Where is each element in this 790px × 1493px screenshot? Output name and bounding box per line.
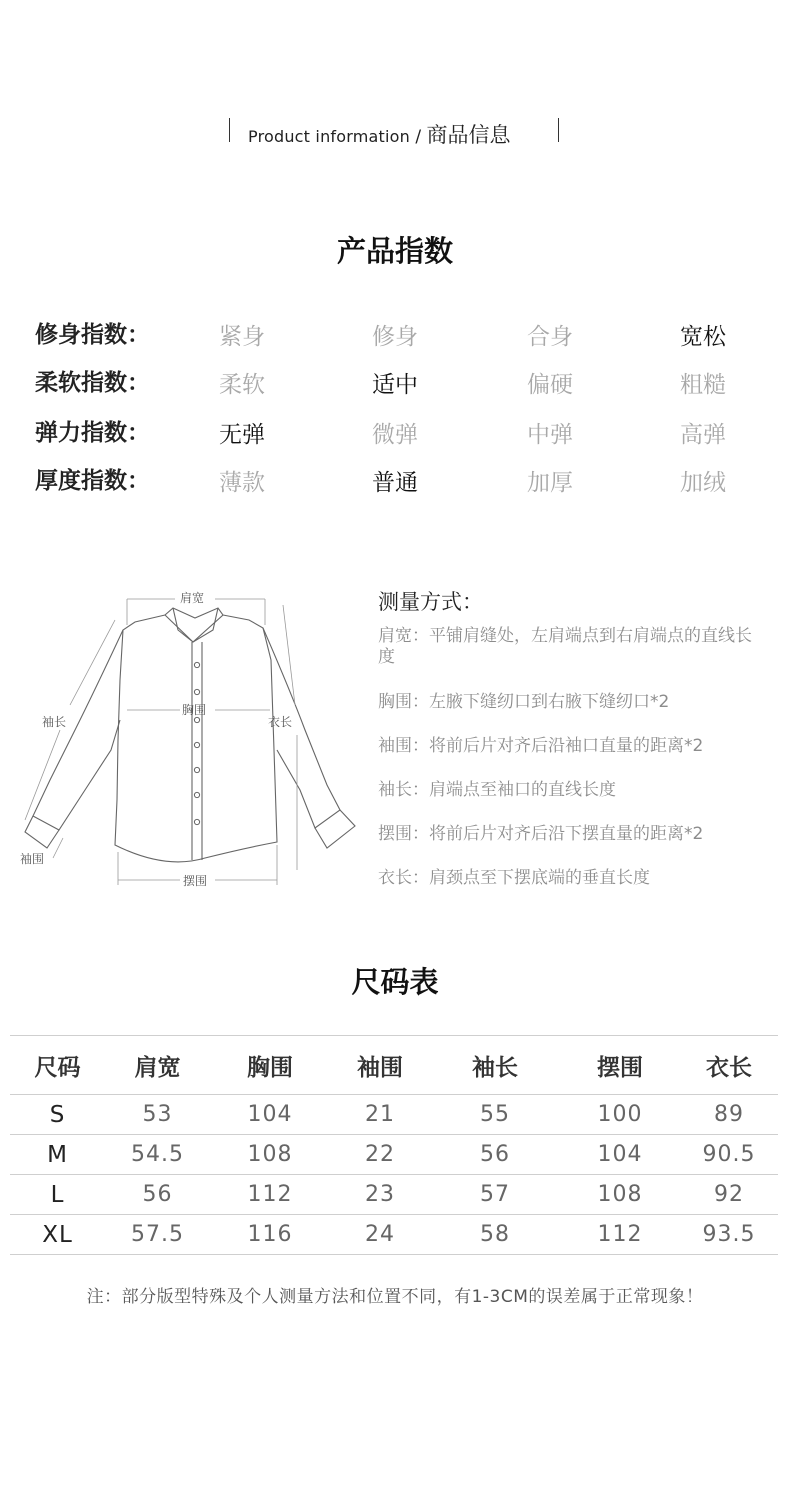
index-row — [0, 364, 790, 398]
index-option: 柔软 — [219, 372, 265, 398]
measurement-item: 肩宽：平铺肩缝处，左肩端点到右肩端点的直线长度 — [378, 626, 752, 667]
index-row — [0, 462, 790, 496]
index-option: 微弹 — [372, 422, 418, 448]
size-value: 58 — [430, 1215, 560, 1255]
measurement-item: 袖围：将前后片对齐后沿袖口直量的距离*2 — [378, 736, 704, 756]
diagram-label-hem: 摆围 — [183, 874, 208, 888]
index-option: 宽松 — [680, 324, 726, 350]
size-table-header-cell: 肩宽 — [105, 1036, 210, 1095]
index-row-label: 厚度指数： — [35, 468, 150, 494]
header-title-zh: 商品信息 — [426, 123, 511, 147]
index-option: 合身 — [527, 324, 573, 350]
index-row — [0, 414, 790, 448]
index-option: 紧身 — [219, 324, 265, 350]
size-value: 112 — [210, 1175, 330, 1215]
size-label: S — [10, 1095, 105, 1135]
index-option: 薄款 — [219, 470, 265, 496]
size-table-row — [10, 1135, 778, 1175]
size-value: 57 — [430, 1175, 560, 1215]
header-separator: / — [409, 127, 427, 147]
size-table — [10, 1035, 778, 1255]
index-row — [0, 316, 790, 350]
size-value: 108 — [210, 1135, 330, 1175]
size-section-title: 尺码表 — [351, 965, 439, 999]
size-table-header-cell: 摆围 — [560, 1036, 680, 1095]
diagram-label-length: 衣长 — [268, 715, 293, 729]
index-option: 无弹 — [219, 422, 265, 448]
index-option: 中弹 — [527, 422, 573, 448]
header-title — [248, 119, 511, 149]
size-value: 116 — [210, 1215, 330, 1255]
size-table-row — [10, 1215, 778, 1255]
index-option: 适中 — [372, 372, 418, 398]
index-option: 修身 — [372, 324, 418, 350]
index-option: 粗糙 — [680, 372, 726, 398]
index-row-label: 柔软指数： — [35, 370, 150, 396]
size-table-row — [10, 1095, 778, 1135]
header-divider-right — [558, 118, 559, 142]
diagram-label-cuff: 袖围 — [20, 852, 45, 866]
size-value: 108 — [560, 1175, 680, 1215]
size-value: 104 — [210, 1095, 330, 1135]
header-divider-left — [229, 118, 230, 142]
size-table-header-cell: 袖长 — [430, 1036, 560, 1095]
size-value: 57.5 — [105, 1215, 210, 1255]
size-label: M — [10, 1135, 105, 1175]
size-value: 22 — [330, 1135, 430, 1175]
size-table-row — [10, 1175, 778, 1215]
size-value: 56 — [105, 1175, 210, 1215]
size-value: 56 — [430, 1135, 560, 1175]
size-table-header — [10, 1036, 778, 1095]
size-value: 104 — [560, 1135, 680, 1175]
size-table-header-cell: 袖围 — [330, 1036, 430, 1095]
size-table-header-cell: 尺码 — [10, 1036, 105, 1095]
size-label: L — [10, 1175, 105, 1215]
size-value: 53 — [105, 1095, 210, 1135]
size-value: 24 — [330, 1215, 430, 1255]
index-option: 高弹 — [680, 422, 726, 448]
size-value: 23 — [330, 1175, 430, 1215]
size-table-header-cell: 胸围 — [210, 1036, 330, 1095]
size-value: 112 — [560, 1215, 680, 1255]
diagram-label-chest: 胸围 — [182, 703, 207, 717]
diagram-label-shoulder: 肩宽 — [180, 591, 205, 605]
size-table-body — [10, 1095, 778, 1255]
measurement-item: 胸围：左腋下缝纫口到右腋下缝纫口*2 — [378, 692, 670, 712]
size-value: 89 — [680, 1095, 778, 1135]
header-title-en: Product information — [248, 127, 410, 146]
size-value: 90.5 — [680, 1135, 778, 1175]
size-value: 54.5 — [105, 1135, 210, 1175]
size-value: 55 — [430, 1095, 560, 1135]
index-option: 普通 — [372, 470, 418, 496]
measurement-item: 袖长：肩端点至袖口的直线长度 — [378, 780, 616, 800]
index-option: 偏硬 — [527, 372, 573, 398]
measurement-title: 测量方式： — [378, 590, 483, 614]
size-label: XL — [10, 1215, 105, 1255]
footnote: 注：部分版型特殊及个人测量方法和位置不同，有1-3CM的误差属于正常现象！ — [86, 1287, 704, 1307]
size-value: 92 — [680, 1175, 778, 1215]
measurement-item: 衣长：肩颈点至下摆底端的垂直长度 — [378, 868, 650, 888]
size-value: 100 — [560, 1095, 680, 1135]
measurement-method — [378, 586, 778, 888]
index-option: 加厚 — [527, 470, 573, 496]
index-row-label: 修身指数： — [35, 322, 150, 348]
size-value: 93.5 — [680, 1215, 778, 1255]
index-option: 加绒 — [680, 470, 726, 496]
size-value: 21 — [330, 1095, 430, 1135]
diagram-label-sleeve-length: 袖长 — [42, 715, 67, 729]
index-row-label: 弹力指数： — [35, 420, 150, 446]
index-section-title: 产品指数 — [336, 234, 453, 268]
measurement-item: 摆围：将前后片对齐后沿下摆直量的距离*2 — [378, 824, 704, 844]
shirt-diagram — [15, 580, 360, 895]
size-table-header-cell: 衣长 — [680, 1036, 778, 1095]
product-info-header — [0, 116, 790, 146]
